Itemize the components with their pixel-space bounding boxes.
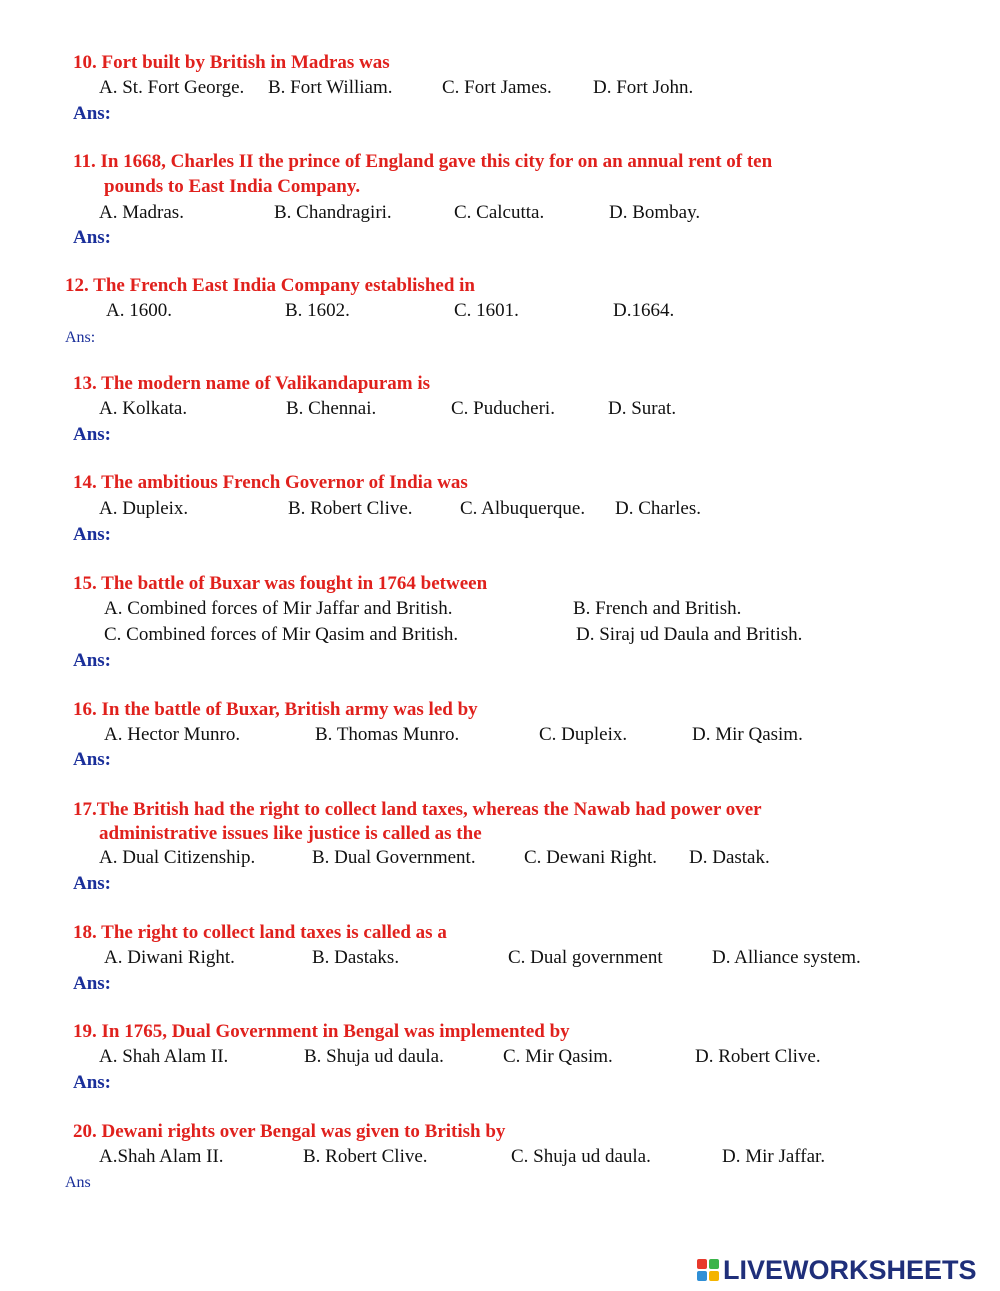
q10-option-c: C. Fort James. xyxy=(442,77,552,98)
q16-answer-label: Ans: xyxy=(73,749,112,770)
q17-option-d: D. Dastak. xyxy=(689,847,770,868)
q11-answer-input[interactable] xyxy=(120,227,420,249)
q11-option-b: B. Chandragiri. xyxy=(274,202,392,223)
logo-tile-3 xyxy=(697,1271,707,1281)
q14-option-d: D. Charles. xyxy=(615,498,702,519)
q12-option-b: B. 1602. xyxy=(285,300,350,321)
q15-option-a: A. Combined forces of Mir Jaffar and British. xyxy=(104,598,453,619)
q12-option-d: D.1664. xyxy=(613,300,675,321)
q15-answer-input[interactable] xyxy=(120,650,420,672)
q18-option-c: C. Dual government xyxy=(508,947,663,968)
q18-answer-label: Ans: xyxy=(73,973,112,994)
q11-option-d: D. Bombay. xyxy=(609,202,701,223)
question-12-text: 12. The French East India Company established in xyxy=(65,275,475,296)
logo-tile-2 xyxy=(709,1259,719,1269)
q19-option-a: A. Shah Alam II. xyxy=(99,1046,229,1067)
q10-option-b: B. Fort William. xyxy=(268,77,393,98)
q20-option-c: C. Shuja ud daula. xyxy=(511,1146,651,1167)
q18-option-a: A. Diwani Right. xyxy=(104,947,235,968)
q14-option-b: B. Robert Clive. xyxy=(288,498,413,519)
q17-answer-label: Ans: xyxy=(73,873,112,894)
question-11-text-line2: pounds to East India Company. xyxy=(104,176,361,197)
q17-answer-input[interactable] xyxy=(120,873,420,895)
q12-answer-input[interactable] xyxy=(105,326,405,348)
q15-answer-label: Ans: xyxy=(73,650,112,671)
q13-option-a: A. Kolkata. xyxy=(99,398,188,419)
q17-option-a: A. Dual Citizenship. xyxy=(99,847,256,868)
q14-option-a: A. Dupleix. xyxy=(99,498,189,519)
question-17-text-line1: 17.The British had the right to collect land taxes, whereas the Nawab had power over xyxy=(73,799,762,820)
q19-option-d: D. Robert Clive. xyxy=(695,1046,821,1067)
question-11-text-line1: 11. In 1668, Charles II the prince of England gave this city for on an annual rent of ten xyxy=(73,151,773,172)
logo-tiles-icon xyxy=(697,1259,719,1281)
q20-option-b: B. Robert Clive. xyxy=(303,1146,428,1167)
q20-option-d: D. Mir Jaffar. xyxy=(722,1146,826,1167)
q12-answer-label: Ans: xyxy=(65,329,96,346)
question-13-text: 13. The modern name of Valikandapuram is xyxy=(73,373,431,394)
q18-answer-input[interactable] xyxy=(120,973,420,995)
q19-option-b: B. Shuja ud daula. xyxy=(304,1046,444,1067)
logo-tile-4 xyxy=(709,1271,719,1281)
q18-option-d: D. Alliance system. xyxy=(712,947,861,968)
q10-option-d: D. Fort John. xyxy=(593,77,694,98)
liveworksheets-logo xyxy=(697,1256,977,1284)
q13-answer-label: Ans: xyxy=(73,424,112,445)
q15-option-d: D. Siraj ud Daula and British. xyxy=(576,624,803,645)
question-19-text: 19. In 1765, Dual Government in Bengal was implemented by xyxy=(73,1021,570,1042)
question-15-text: 15. The battle of Buxar was fought in 1764 between xyxy=(73,573,488,594)
question-17-text-line2: administrative issues like justice is called as the xyxy=(99,823,482,844)
q16-option-b: B. Thomas Munro. xyxy=(315,724,460,745)
q10-answer-input[interactable] xyxy=(120,103,420,125)
logo-tile-1 xyxy=(697,1259,707,1269)
q13-option-d: D. Surat. xyxy=(608,398,677,419)
q16-answer-input[interactable] xyxy=(120,749,420,771)
q19-option-c: C. Mir Qasim. xyxy=(503,1046,613,1067)
q16-option-c: C. Dupleix. xyxy=(539,724,628,745)
q12-option-a: A. 1600. xyxy=(106,300,172,321)
q10-answer-label: Ans: xyxy=(73,103,112,124)
q17-option-b: B. Dual Government. xyxy=(312,847,476,868)
q10-option-a: A. St. Fort George. xyxy=(99,77,245,98)
q18-option-b: B. Dastaks. xyxy=(312,947,400,968)
q17-option-c: C. Dewani Right. xyxy=(524,847,657,868)
question-10-text: 10. Fort built by British in Madras was xyxy=(73,52,390,73)
q20-answer-label: Ans xyxy=(65,1174,91,1191)
q13-answer-input[interactable] xyxy=(120,424,420,446)
q16-option-a: A. Hector Munro. xyxy=(104,724,241,745)
q11-option-c: C. Calcutta. xyxy=(454,202,545,223)
q14-answer-input[interactable] xyxy=(120,524,420,546)
q14-answer-label: Ans: xyxy=(73,524,112,545)
logo-wordmark: LIVEWORKSHEETS xyxy=(723,1254,977,1285)
question-18-text: 18. The right to collect land taxes is called as a xyxy=(73,922,447,943)
q14-option-c: C. Albuquerque. xyxy=(460,498,586,519)
q20-answer-input[interactable] xyxy=(100,1171,400,1193)
q15-option-b: B. French and British. xyxy=(573,598,742,619)
q15-option-c: C. Combined forces of Mir Qasim and British. xyxy=(104,624,459,645)
question-20-text: 20. Dewani rights over Bengal was given to British by xyxy=(73,1121,506,1142)
q13-option-c: C. Puducheri. xyxy=(451,398,555,419)
question-14-text: 14. The ambitious French Governor of India was xyxy=(73,472,468,493)
q19-answer-input[interactable] xyxy=(120,1072,420,1094)
q20-option-a: A.Shah Alam II. xyxy=(99,1146,224,1167)
q19-answer-label: Ans: xyxy=(73,1072,112,1093)
q11-answer-label: Ans: xyxy=(73,227,112,248)
q16-option-d: D. Mir Qasim. xyxy=(692,724,803,745)
q12-option-c: C. 1601. xyxy=(454,300,519,321)
question-16-text: 16. In the battle of Buxar, British army was led by xyxy=(73,699,478,720)
q13-option-b: B. Chennai. xyxy=(286,398,377,419)
q11-option-a: A. Madras. xyxy=(99,202,184,223)
